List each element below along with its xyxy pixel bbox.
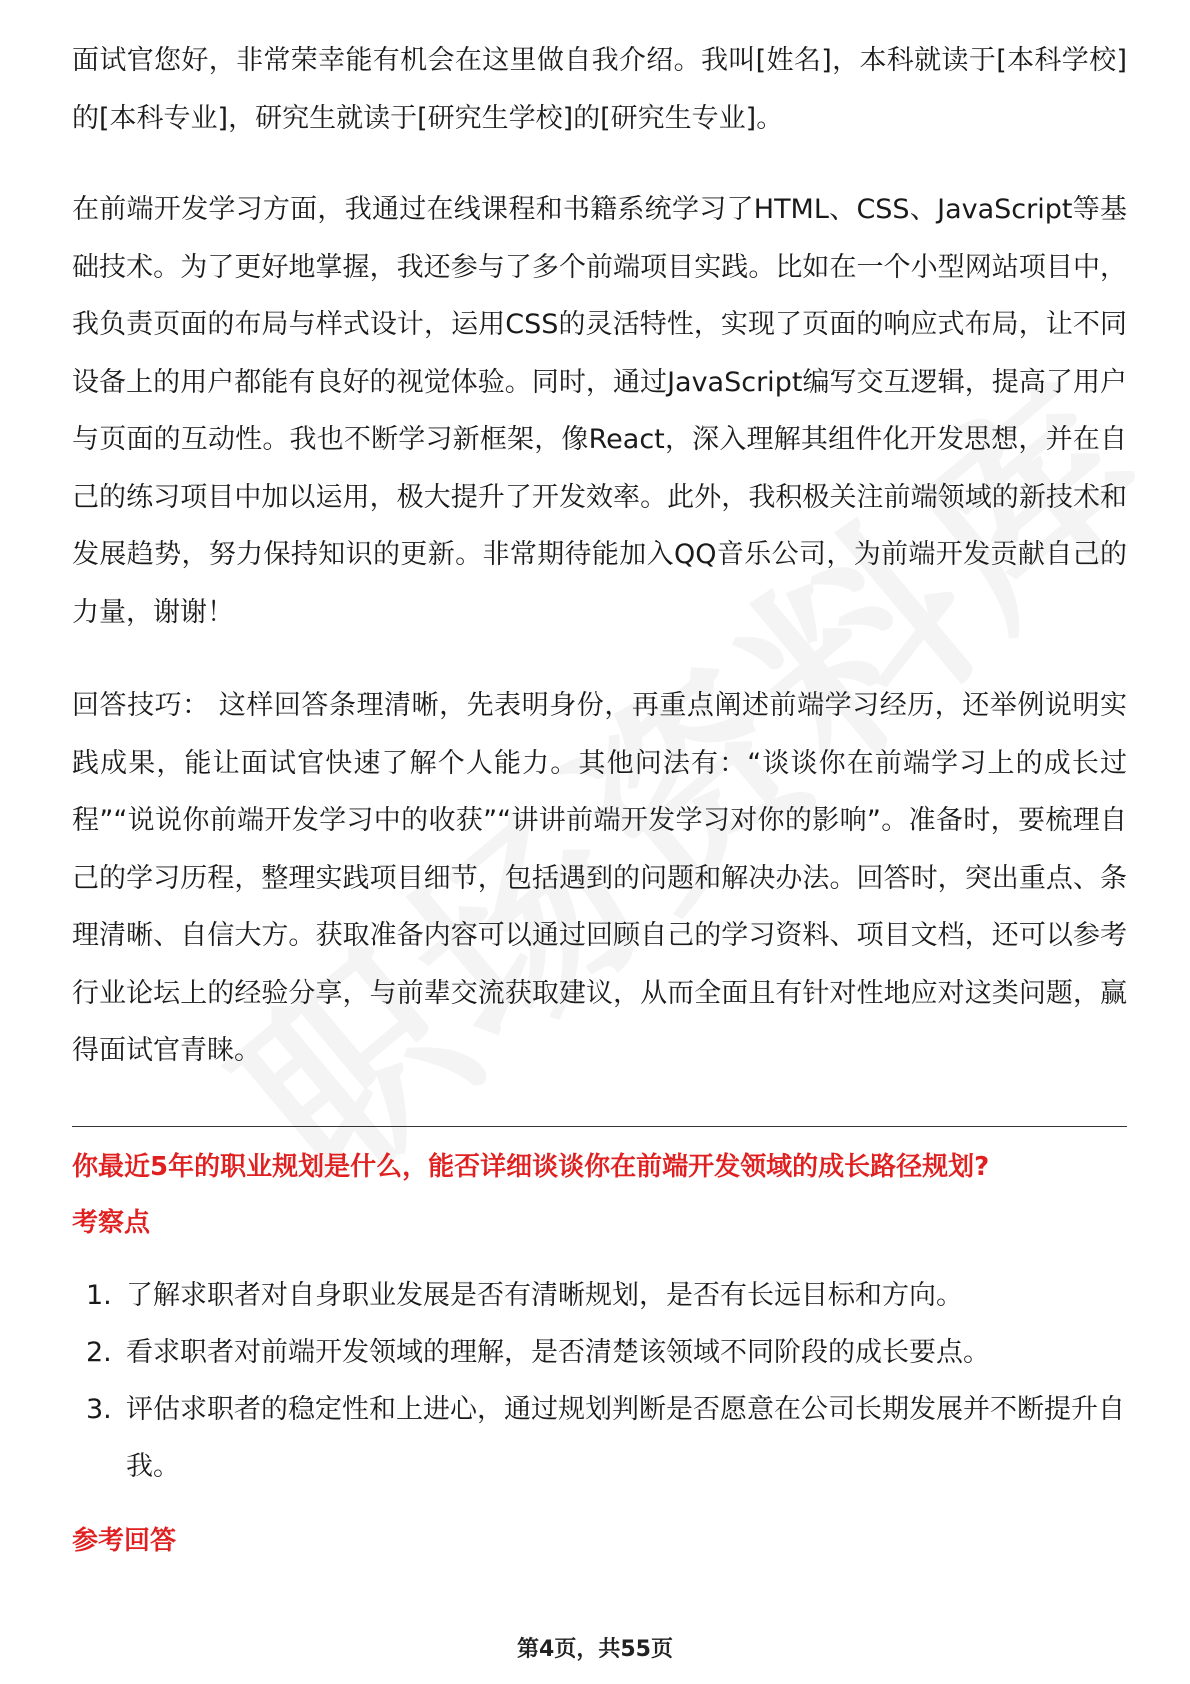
page-number: 第4页，共55页 xyxy=(517,1637,673,1662)
answer-heading: 参考回答 xyxy=(72,1525,177,1556)
list-item-text: 评估求职者的稳定性和上进心，通过规划判断是否愿意在公司长期发展并不断提升自我。 xyxy=(126,1393,1125,1482)
study-paragraph: 在前端开发学习方面，我通过在线课程和书籍系统学习了HTML、CSS、JavaScript等基础技术。为了更好地掌握，我还参与了多个前端项目实践。比如在一个小型网站项目中，我负责页面的布局与样式设计，运用CSS的灵活特性，实现了页面的响应式布局，让不同设备上的用户都能有良好的视觉体验。同时，通过JavaScript编写交互逻辑，提高了用户与页面的互动性。我也不断学习新框架，像React，深入理解其组件化开发思想，并在自己的练习项目中加以运用，极大提升了开发效率。此外，我积极关注前端领域的新技术和发展趋势，努力保持知识的更新。非常期待能加入QQ音乐公司，为前端开发贡献自己的力量，谢谢！ xyxy=(72,194,1127,628)
list-item xyxy=(72,1324,1127,1381)
points-heading: 考察点 xyxy=(72,1207,151,1238)
intro-paragraph: 面试官您好，非常荣幸能有机会在这里做自我介绍。我叫[姓名]，本科就读于[本科学校]的[本科专业]，研究生就读于[研究生学校]的[研究生专业]。 xyxy=(72,45,1127,134)
list-item-number: 1. xyxy=(86,1279,112,1311)
list-item-number: 3. xyxy=(86,1393,112,1425)
list-item xyxy=(72,1267,1127,1324)
points-list xyxy=(72,1267,1127,1495)
page-content xyxy=(72,32,1127,1561)
list-item-text: 了解求职者对自身职业发展是否有清晰规划，是否有长远目标和方向。 xyxy=(126,1279,963,1311)
list-item-text: 看求职者对前端开发领域的理解，是否清楚该领域不同阶段的成长要点。 xyxy=(126,1336,990,1368)
list-item-number: 2. xyxy=(86,1336,112,1368)
tips-paragraph: 回答技巧： 这样回答条理清晰，先表明身份，再重点阐述前端学习经历，还举例说明实践成果，能让面试官快速了解个人能力。其他问法有：“谈谈你在前端学习上的成长过程”“说说你前端开发学习中的收获”“讲讲前端开发学习对你的影响”。准备时，要梳理自己的学习历程，整理实践项目细节，包括遇到的问题和解决办法。回答时，突出重点、条理清晰、自信大方。获取准备内容可以通过回顾自己的学习资料、项目文档，还可以参考行业论坛上的经验分享，与前辈交流获取建议，从而全面且有针对性地应对这类问题，赢得面试官青睐。 xyxy=(72,690,1127,1066)
section-divider xyxy=(72,1126,1127,1127)
list-item xyxy=(72,1381,1127,1495)
question-title: 你最近5年的职业规划是什么，能否详细谈谈你在前端开发领域的成长路径规划? xyxy=(72,1151,990,1182)
